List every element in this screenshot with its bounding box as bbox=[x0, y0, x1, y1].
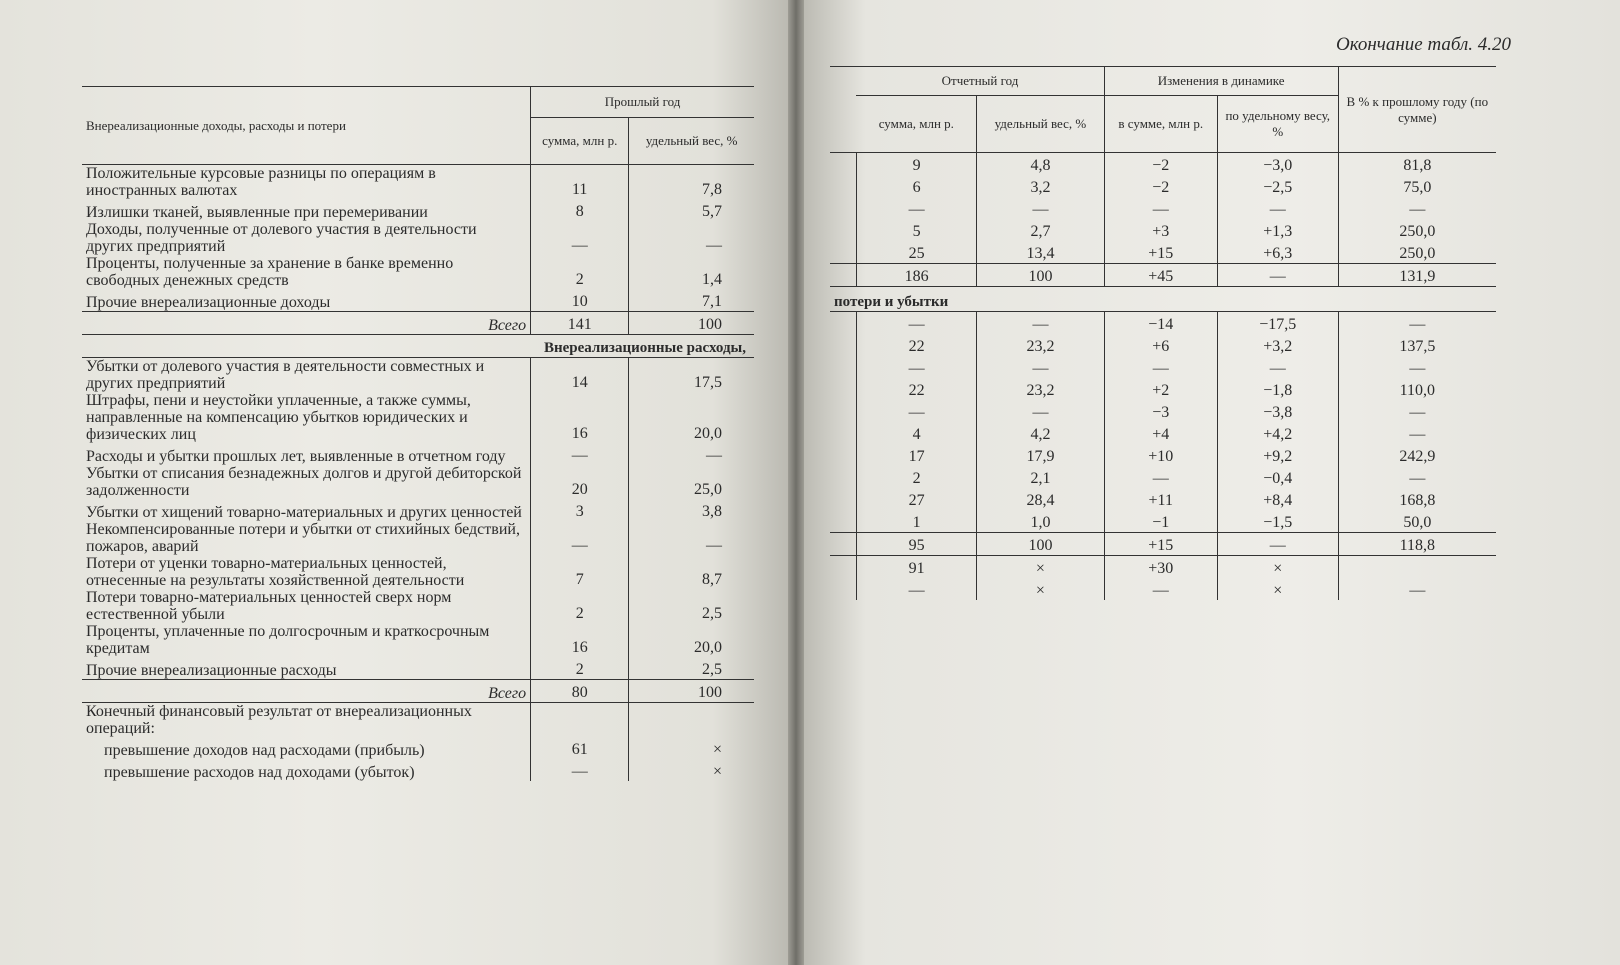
row-sum: 8 bbox=[531, 199, 629, 221]
row-share: — bbox=[629, 221, 754, 255]
cell-percent: 168,8 bbox=[1338, 488, 1496, 510]
cell-change-sum: −2 bbox=[1104, 153, 1217, 176]
row-label: Доходы, полученные от долевого участия в деятельности других предприятий bbox=[86, 221, 477, 255]
expense-row-right bbox=[830, 422, 1496, 444]
cell-sum: 4 bbox=[856, 422, 976, 444]
row-spacer bbox=[830, 378, 856, 400]
cell-share: — bbox=[977, 400, 1104, 422]
row-spacer bbox=[830, 264, 856, 287]
cell-sum: — bbox=[856, 197, 976, 219]
cell-change-sum: +30 bbox=[1104, 556, 1217, 579]
cell-percent bbox=[1338, 556, 1496, 579]
cell-percent: 81,8 bbox=[1338, 153, 1496, 176]
cell-change-sum: — bbox=[1104, 466, 1217, 488]
expense-row-right bbox=[830, 312, 1496, 335]
cell-change-sum: +3 bbox=[1104, 219, 1217, 241]
cell-percent: 50,0 bbox=[1338, 510, 1496, 533]
income-row-right bbox=[830, 153, 1496, 176]
row-share: 20,0 bbox=[629, 392, 754, 443]
row-share: × bbox=[629, 737, 754, 759]
cell-change-share: −2,5 bbox=[1217, 175, 1338, 197]
expense-row bbox=[82, 555, 754, 589]
row-share: 7,8 bbox=[629, 165, 754, 200]
income-row bbox=[82, 199, 754, 221]
cell-share: 28,4 bbox=[977, 488, 1104, 510]
expense-row-right bbox=[830, 334, 1496, 356]
expense-row-right bbox=[830, 400, 1496, 422]
cell-sum: 17 bbox=[856, 444, 976, 466]
cell-sum: 2 bbox=[856, 466, 976, 488]
cell-change-sum: +4 bbox=[1104, 422, 1217, 444]
income-row bbox=[82, 165, 754, 200]
cell-change-share: +1,3 bbox=[1217, 219, 1338, 241]
row-spacer bbox=[830, 444, 856, 466]
cell-change-share: — bbox=[1217, 356, 1338, 378]
row-label: Потери товарно-материальных ценностей сверх норм естественной убыли bbox=[86, 589, 452, 623]
cell-percent: — bbox=[1338, 466, 1496, 488]
cell-percent: 250,0 bbox=[1338, 241, 1496, 264]
cell-change-sum: +15 bbox=[1104, 241, 1217, 264]
cell-sum: 22 bbox=[856, 334, 976, 356]
income-total-row bbox=[82, 312, 754, 335]
cell-share: 1,0 bbox=[977, 510, 1104, 533]
expense-row bbox=[82, 623, 754, 657]
cell-percent: — bbox=[1338, 400, 1496, 422]
cell-percent: 110,0 bbox=[1338, 378, 1496, 400]
book-spine bbox=[788, 0, 804, 965]
row-sum: 20 bbox=[531, 465, 629, 499]
header-reporting-year: Отчетный год bbox=[856, 67, 1104, 96]
expense-total-row bbox=[82, 680, 754, 703]
income-row-right bbox=[830, 175, 1496, 197]
final-result-row bbox=[82, 703, 754, 738]
expense-total-row-right bbox=[830, 533, 1496, 556]
header-share: удельный вес, % bbox=[629, 118, 754, 165]
row-label: Излишки тканей, выявленные при перемеривании bbox=[86, 204, 428, 221]
expense-row bbox=[82, 358, 754, 393]
row-sum: 16 bbox=[531, 623, 629, 657]
row-sum: — bbox=[531, 221, 629, 255]
row-spacer bbox=[830, 175, 856, 197]
income-row bbox=[82, 289, 754, 312]
row-label: Всего bbox=[82, 312, 531, 335]
expense-row-right bbox=[830, 378, 1496, 400]
row-share: 1,4 bbox=[629, 255, 754, 289]
cell-change-share: +8,4 bbox=[1217, 488, 1338, 510]
income-row bbox=[82, 221, 754, 255]
row-spacer bbox=[830, 334, 856, 356]
row-sum: 16 bbox=[531, 392, 629, 443]
row-sum: 10 bbox=[531, 289, 629, 312]
header-spacer bbox=[830, 67, 856, 153]
cell-change-sum: +15 bbox=[1104, 533, 1217, 556]
row-label: Штрафы, пени и неустойки уплаченные, а также суммы, направленные на компенсацию убытков юридических и физических лиц bbox=[86, 392, 471, 443]
cell-change-sum: +45 bbox=[1104, 264, 1217, 287]
cell-percent: — bbox=[1338, 422, 1496, 444]
cell-share: 2,1 bbox=[977, 466, 1104, 488]
cell-change-sum: — bbox=[1104, 356, 1217, 378]
row-sum: 2 bbox=[531, 255, 629, 289]
row-spacer bbox=[830, 356, 856, 378]
row-sum: 2 bbox=[531, 657, 629, 680]
expense-section-title: Внереализационные расходы, bbox=[82, 335, 754, 358]
row-sum: 80 bbox=[531, 680, 629, 703]
expense-row-right bbox=[830, 356, 1496, 378]
cell-percent: — bbox=[1338, 356, 1496, 378]
row-spacer bbox=[830, 578, 856, 600]
cell-sum: 186 bbox=[856, 264, 976, 287]
expense-section-title-right: потери и убытки bbox=[830, 287, 1496, 312]
cell-sum: 95 bbox=[856, 533, 976, 556]
row-sum: 14 bbox=[531, 358, 629, 393]
header-change-share: по удельному весу, % bbox=[1217, 96, 1338, 153]
cell-change-share: −1,5 bbox=[1217, 510, 1338, 533]
cell-change-sum: +10 bbox=[1104, 444, 1217, 466]
expense-row bbox=[82, 657, 754, 680]
row-share: 7,1 bbox=[629, 289, 754, 312]
row-spacer bbox=[830, 488, 856, 510]
row-sum: 2 bbox=[531, 589, 629, 623]
cell-share: — bbox=[977, 312, 1104, 335]
row-label: Убытки от хищений товарно-материальных и других ценностей bbox=[86, 504, 522, 521]
row-sum: — bbox=[531, 759, 629, 781]
cell-percent: 250,0 bbox=[1338, 219, 1496, 241]
income-row-right bbox=[830, 219, 1496, 241]
cell-share: 2,7 bbox=[977, 219, 1104, 241]
final-empty bbox=[629, 703, 754, 738]
income-row-right bbox=[830, 197, 1496, 219]
row-sum: 3 bbox=[531, 499, 629, 521]
row-share: 5,7 bbox=[629, 199, 754, 221]
cell-change-share: × bbox=[1217, 556, 1338, 579]
expense-row-right bbox=[830, 444, 1496, 466]
row-label: Убытки от списания безнадежных долгов и другой дебиторской задолженности bbox=[86, 465, 522, 499]
row-label: Проценты, уплаченные по долгосрочным и краткосрочным кредитам bbox=[86, 623, 490, 657]
cell-change-share: +9,2 bbox=[1217, 444, 1338, 466]
cell-change-share: × bbox=[1217, 578, 1338, 600]
expense-row-right bbox=[830, 466, 1496, 488]
row-spacer bbox=[830, 400, 856, 422]
cell-sum: — bbox=[856, 578, 976, 600]
table-caption: Окончание табл. 4.20 bbox=[1336, 34, 1512, 55]
row-share: 8,7 bbox=[629, 555, 754, 589]
cell-change-sum: −2 bbox=[1104, 175, 1217, 197]
row-label: Потери от уценки товарно-материальных ценностей, отнесенные на результаты хозяйственной деятельности bbox=[86, 555, 465, 589]
row-share: × bbox=[629, 759, 754, 781]
expense-row bbox=[82, 443, 754, 465]
row-share: 100 bbox=[629, 312, 754, 335]
header-share-right: удельный вес, % bbox=[977, 96, 1104, 153]
final-result-label: Конечный финансовый результат от внереализационных операций: bbox=[86, 703, 472, 737]
cell-share: 100 bbox=[977, 533, 1104, 556]
row-spacer bbox=[830, 153, 856, 176]
cell-sum: 27 bbox=[856, 488, 976, 510]
cell-share: — bbox=[977, 197, 1104, 219]
row-spacer bbox=[830, 241, 856, 264]
cell-share: 3,2 bbox=[977, 175, 1104, 197]
cell-sum: 9 bbox=[856, 153, 976, 176]
cell-percent: — bbox=[1338, 578, 1496, 600]
cell-change-share: −17,5 bbox=[1217, 312, 1338, 335]
header-row-label: Внереализационные доходы, расходы и потери bbox=[82, 87, 531, 165]
row-share: 17,5 bbox=[629, 358, 754, 393]
income-row-right bbox=[830, 241, 1496, 264]
cell-share: 17,9 bbox=[977, 444, 1104, 466]
expense-section-row bbox=[82, 335, 754, 358]
cell-change-share: +4,2 bbox=[1217, 422, 1338, 444]
row-sum: 11 bbox=[531, 165, 629, 200]
header-previous-year: Прошлый год bbox=[531, 87, 754, 118]
cell-percent: 242,9 bbox=[1338, 444, 1496, 466]
cell-percent: 118,8 bbox=[1338, 533, 1496, 556]
final-empty bbox=[531, 703, 629, 738]
cell-percent: 137,5 bbox=[1338, 334, 1496, 356]
final-row-right bbox=[830, 556, 1496, 579]
row-sum: 61 bbox=[531, 737, 629, 759]
cell-share: × bbox=[977, 578, 1104, 600]
cell-sum: 22 bbox=[856, 378, 976, 400]
expense-row-right bbox=[830, 510, 1496, 533]
header-sum: сумма, млн р. bbox=[531, 118, 629, 165]
header-sum-right: сумма, млн р. bbox=[856, 96, 976, 153]
row-share: — bbox=[629, 443, 754, 465]
expense-section-row-right bbox=[830, 287, 1496, 312]
cell-change-sum: −1 bbox=[1104, 510, 1217, 533]
cell-percent: — bbox=[1338, 197, 1496, 219]
cell-change-share: −1,8 bbox=[1217, 378, 1338, 400]
header-percent: В % к прошлому году (по сумме) bbox=[1338, 67, 1496, 153]
row-spacer bbox=[830, 422, 856, 444]
cell-share: 100 bbox=[977, 264, 1104, 287]
cell-share: 4,2 bbox=[977, 422, 1104, 444]
row-spacer bbox=[830, 312, 856, 335]
expense-row-right bbox=[830, 488, 1496, 510]
cell-sum: — bbox=[856, 312, 976, 335]
cell-share: 23,2 bbox=[977, 378, 1104, 400]
cell-percent: — bbox=[1338, 312, 1496, 335]
cell-share: × bbox=[977, 556, 1104, 579]
header-change-sum: в сумме, млн р. bbox=[1104, 96, 1217, 153]
row-share: 3,8 bbox=[629, 499, 754, 521]
row-share: 100 bbox=[629, 680, 754, 703]
row-label: Убытки от долевого участия в деятельности совместных и других предприятий bbox=[86, 358, 485, 392]
cell-share: 23,2 bbox=[977, 334, 1104, 356]
row-label: превышение расходов над доходами (убыток) bbox=[104, 764, 415, 781]
row-label: Прочие внереализационные расходы bbox=[86, 662, 337, 679]
cell-sum: 1 bbox=[856, 510, 976, 533]
cell-change-sum: +2 bbox=[1104, 378, 1217, 400]
row-label: Расходы и убытки прошлых лет, выявленные в отчетном году bbox=[86, 448, 506, 465]
row-label: Положительные курсовые разницы по операциям в иностранных валютах bbox=[86, 165, 436, 199]
income-row bbox=[82, 255, 754, 289]
row-label: Всего bbox=[82, 680, 531, 703]
cell-sum: 5 bbox=[856, 219, 976, 241]
final-row bbox=[82, 737, 754, 759]
cell-sum: 25 bbox=[856, 241, 976, 264]
cell-percent: 131,9 bbox=[1338, 264, 1496, 287]
cell-change-share: — bbox=[1217, 197, 1338, 219]
row-share: 20,0 bbox=[629, 623, 754, 657]
cell-change-sum: — bbox=[1104, 578, 1217, 600]
final-row-right bbox=[830, 578, 1496, 600]
row-label: Проценты, полученные за хранение в банке временно свободных денежных средств bbox=[86, 255, 454, 289]
row-sum: 141 bbox=[531, 312, 629, 335]
cell-share: 13,4 bbox=[977, 241, 1104, 264]
row-sum: — bbox=[531, 443, 629, 465]
income-total-row-right bbox=[830, 264, 1496, 287]
cell-sum: 91 bbox=[856, 556, 976, 579]
cell-change-sum: +6 bbox=[1104, 334, 1217, 356]
page-footer-fragment bbox=[902, 928, 906, 944]
row-spacer bbox=[830, 510, 856, 533]
row-spacer bbox=[830, 533, 856, 556]
row-share: 2,5 bbox=[629, 589, 754, 623]
row-sum: — bbox=[531, 521, 629, 555]
row-spacer bbox=[830, 197, 856, 219]
left-table bbox=[82, 86, 754, 781]
row-spacer bbox=[830, 219, 856, 241]
row-label: превышение доходов над расходами (прибыль) bbox=[104, 742, 425, 759]
row-spacer bbox=[830, 466, 856, 488]
right-table bbox=[830, 66, 1496, 600]
cell-sum: — bbox=[856, 356, 976, 378]
cell-sum: 6 bbox=[856, 175, 976, 197]
cell-change-sum: −3 bbox=[1104, 400, 1217, 422]
final-row bbox=[82, 759, 754, 781]
cell-change-share: — bbox=[1217, 533, 1338, 556]
expense-row bbox=[82, 521, 754, 555]
header-changes: Изменения в динамике bbox=[1104, 67, 1338, 96]
cell-share: — bbox=[977, 356, 1104, 378]
cell-change-sum: — bbox=[1104, 197, 1217, 219]
cell-share: 4,8 bbox=[977, 153, 1104, 176]
row-label: Прочие внереализационные доходы bbox=[86, 294, 331, 311]
cell-sum: — bbox=[856, 400, 976, 422]
cell-change-share: −3,0 bbox=[1217, 153, 1338, 176]
expense-row bbox=[82, 499, 754, 521]
cell-change-share: −0,4 bbox=[1217, 466, 1338, 488]
row-sum: 7 bbox=[531, 555, 629, 589]
cell-change-sum: −14 bbox=[1104, 312, 1217, 335]
row-spacer bbox=[830, 556, 856, 579]
expense-row bbox=[82, 465, 754, 499]
cell-change-share: +6,3 bbox=[1217, 241, 1338, 264]
cell-change-share: +3,2 bbox=[1217, 334, 1338, 356]
row-label: Некомпенсированные потери и убытки от стихийных бедствий, пожаров, аварий bbox=[86, 521, 520, 555]
cell-change-sum: +11 bbox=[1104, 488, 1217, 510]
expense-row bbox=[82, 392, 754, 443]
row-share: 25,0 bbox=[629, 465, 754, 499]
row-share: 2,5 bbox=[629, 657, 754, 680]
row-share: — bbox=[629, 521, 754, 555]
cell-change-share: — bbox=[1217, 264, 1338, 287]
cell-change-share: −3,8 bbox=[1217, 400, 1338, 422]
expense-row bbox=[82, 589, 754, 623]
cell-percent: 75,0 bbox=[1338, 175, 1496, 197]
